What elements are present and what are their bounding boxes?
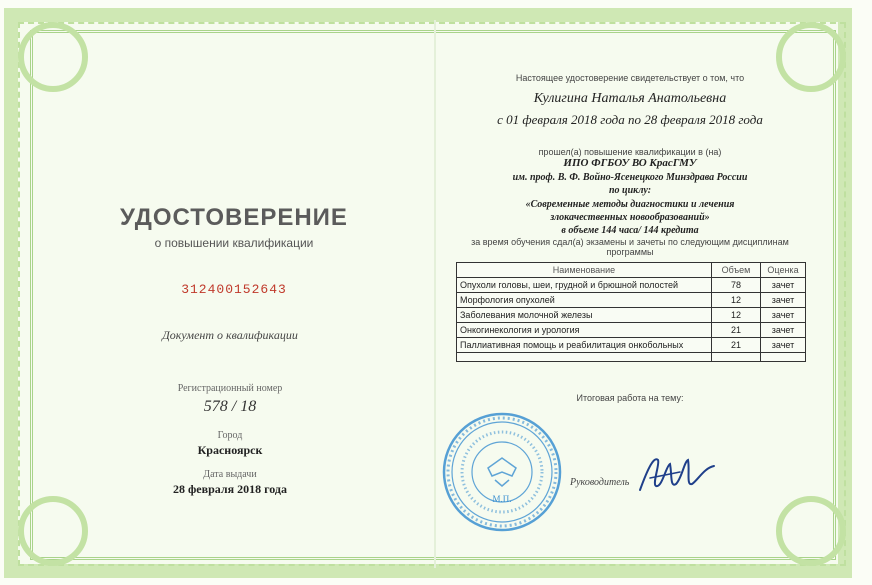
city-label: Город — [217, 430, 243, 441]
certificate-subtitle: о повышении квалификации — [154, 236, 314, 250]
discipline-grade: зачет — [761, 338, 806, 353]
table-row — [457, 308, 806, 323]
corner-ornament — [776, 496, 846, 566]
table-header-row — [457, 263, 806, 278]
header-volume: Объем — [712, 263, 761, 278]
cycle-name-line1: «Современные методы диагностики и лечения — [525, 199, 735, 210]
exams-line2: программы — [606, 247, 654, 257]
holder-name: Кулигина Наталья Анатольевна — [533, 91, 727, 106]
training-period: с 01 февраля 2018 года по 28 февраля 2018 года — [497, 112, 763, 127]
corner-ornament — [18, 496, 88, 566]
cycle-name-line2: злокачественных новообразований» — [550, 212, 710, 223]
discipline-grade: зачет — [761, 323, 806, 338]
reg-number: 578 / 18 — [203, 398, 257, 415]
header-grade: Оценка — [761, 263, 806, 278]
discipline-hours: 21 — [712, 323, 761, 338]
discipline-name: Онкогинекология и урология — [457, 323, 712, 338]
exams-text — [455, 237, 805, 257]
disciplines-table — [456, 262, 806, 362]
volume: в объеме 144 часа/ 144 кредита — [561, 225, 699, 236]
corner-ornament — [18, 22, 88, 92]
table-row — [457, 278, 806, 293]
certificate-title: УДОСТОВЕРЕНИЕ — [120, 204, 348, 231]
head-label: Руководитель — [570, 477, 630, 488]
table-row — [457, 323, 806, 338]
seal-text: М.П. — [492, 494, 512, 504]
reg-number-label: Регистрационный номер — [177, 383, 283, 394]
final-work-label: Итоговая работа на тему: — [576, 393, 684, 403]
discipline-name: Опухоли головы, шеи, грудной и брюшной полостей — [457, 278, 712, 293]
discipline-hours: 12 — [712, 308, 761, 323]
header-name: Наименование — [457, 263, 712, 278]
discipline-hours: 12 — [712, 293, 761, 308]
table-row — [457, 293, 806, 308]
issue-date: 28 февраля 2018 года — [173, 482, 287, 496]
discipline-grade: зачет — [761, 308, 806, 323]
institution: ИПО ФГБОУ ВО КрасГМУ — [563, 157, 697, 169]
fold-line — [434, 20, 436, 568]
document-type: Документ о квалификации — [162, 328, 298, 342]
cycle-label: по циклу: — [608, 185, 652, 196]
discipline-hours: 21 — [712, 338, 761, 353]
issue-date-label: Дата выдачи — [203, 469, 257, 480]
discipline-hours: 78 — [712, 278, 761, 293]
exams-line1: за время обучения сдал(а) экзамены и зачеты по следующим дисциплинам — [471, 237, 789, 247]
official-seal-stamp — [440, 410, 564, 534]
discipline-name: Заболевания молочной железы — [457, 308, 712, 323]
discipline-grade: зачет — [761, 278, 806, 293]
city: Красноярск — [197, 443, 263, 457]
institution-full: им. проф. В. Ф. Войно-Ясенецкого Минздрава России — [512, 172, 748, 183]
passed-text: прошел(а) повышение квалификации в (на) — [538, 147, 722, 157]
signature — [630, 448, 720, 498]
table-row-empty — [457, 353, 806, 362]
discipline-name: Морфология опухолей — [457, 293, 712, 308]
discipline-name: Паллиативная помощь и реабилитация онкобольных — [457, 338, 712, 353]
serial-number: 312400152643 — [181, 282, 287, 297]
table-row — [457, 338, 806, 353]
intro-text: Настоящее удостоверение свидетельствует о том, что — [515, 73, 745, 83]
discipline-grade: зачет — [761, 293, 806, 308]
